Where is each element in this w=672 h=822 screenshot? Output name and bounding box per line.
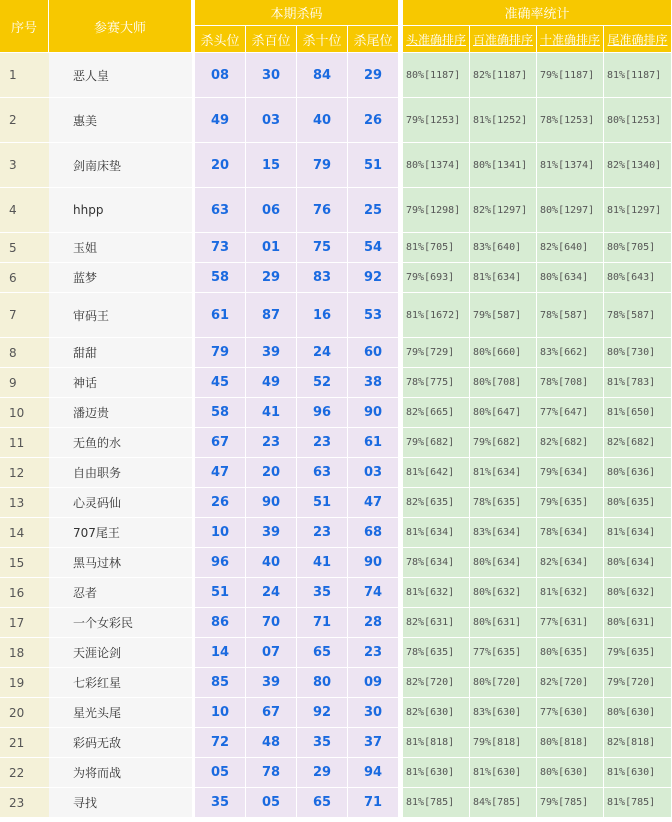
acc-tail-value: 80%[635] — [604, 488, 672, 518]
acc-tail-value: 82%[818] — [604, 728, 672, 758]
acc-head-value: 81%[642] — [403, 458, 470, 488]
kill-tens-number: 41 — [297, 548, 348, 578]
acc-hundreds-value: 77%[635] — [470, 638, 537, 668]
master-name[interactable]: 心灵码仙 — [49, 488, 192, 518]
acc-tens-value: 80%[1297] — [537, 188, 604, 233]
kill-tail-number: 68 — [348, 518, 399, 548]
acc-tail-value: 82%[682] — [604, 428, 672, 458]
row-index: 16 — [0, 578, 49, 608]
kill-tail-number: 30 — [348, 698, 399, 728]
table-row — [0, 698, 672, 728]
kill-hundreds-number: 06 — [246, 188, 297, 233]
kill-hundreds-number: 29 — [246, 263, 297, 293]
acc-head-value: 82%[635] — [403, 488, 470, 518]
kill-tens-number: 84 — [297, 53, 348, 98]
master-name[interactable]: 为将而战 — [49, 758, 192, 788]
kill-tens-number: 63 — [297, 458, 348, 488]
master-name[interactable]: 一个女彩民 — [49, 608, 192, 638]
master-name[interactable]: 蓝梦 — [49, 263, 192, 293]
acc-hundreds-value: 80%[720] — [470, 668, 537, 698]
master-name[interactable]: 无鱼的水 — [49, 428, 192, 458]
master-name[interactable]: 七彩红星 — [49, 668, 192, 698]
acc-tail-value: 80%[634] — [604, 548, 672, 578]
acc-tail-value: 80%[630] — [604, 698, 672, 728]
acc-tens-value: 82%[682] — [537, 428, 604, 458]
master-name[interactable]: 神话 — [49, 368, 192, 398]
kill-tail-number: 92 — [348, 263, 399, 293]
master-name[interactable]: 忍者 — [49, 578, 192, 608]
header-row-group — [0, 0, 672, 26]
table-row — [0, 263, 672, 293]
row-index: 17 — [0, 608, 49, 638]
kill-tens-number: 52 — [297, 368, 348, 398]
master-name[interactable]: 剑南床垫 — [49, 143, 192, 188]
acc-hundreds-value: 78%[635] — [470, 488, 537, 518]
acc-tail-value: 81%[1187] — [604, 53, 672, 98]
kill-hundreds-number: 48 — [246, 728, 297, 758]
acc-head-value: 79%[729] — [403, 338, 470, 368]
acc-hundreds-value: 80%[660] — [470, 338, 537, 368]
kill-tail-number: 37 — [348, 728, 399, 758]
kill-hundreds-number: 15 — [246, 143, 297, 188]
kill-head-number: 35 — [195, 788, 246, 818]
acc-tens-value: 82%[634] — [537, 548, 604, 578]
row-index: 6 — [0, 263, 49, 293]
kill-tens-number: 35 — [297, 728, 348, 758]
table-row — [0, 293, 672, 338]
kill-hundreds-number: 23 — [246, 428, 297, 458]
acc-head-value: 78%[635] — [403, 638, 470, 668]
kill-head-number: 58 — [195, 263, 246, 293]
row-index: 11 — [0, 428, 49, 458]
acc-head-value: 82%[720] — [403, 668, 470, 698]
kill-tens-number: 24 — [297, 338, 348, 368]
acc-tail-value: 80%[632] — [604, 578, 672, 608]
table-row — [0, 488, 672, 518]
row-index: 5 — [0, 233, 49, 263]
row-index: 20 — [0, 698, 49, 728]
kill-head-number: 47 — [195, 458, 246, 488]
kill-tail-number: 54 — [348, 233, 399, 263]
col-header-acc-tens-sort[interactable]: 十准确排序 — [537, 26, 604, 53]
row-index: 10 — [0, 398, 49, 428]
kill-head-number: 86 — [195, 608, 246, 638]
kill-hundreds-number: 67 — [246, 698, 297, 728]
kill-tens-number: 65 — [297, 638, 348, 668]
group-header-kill: 本期杀码 — [195, 0, 399, 26]
acc-tail-value: 81%[783] — [604, 368, 672, 398]
kill-head-number: 85 — [195, 668, 246, 698]
kill-hundreds-number: 03 — [246, 98, 297, 143]
table-row — [0, 788, 672, 818]
acc-hundreds-value: 84%[785] — [470, 788, 537, 818]
master-name[interactable]: 寻找 — [49, 788, 192, 818]
kill-tens-number: 16 — [297, 293, 348, 338]
kill-head-number: 05 — [195, 758, 246, 788]
acc-hundreds-value: 80%[632] — [470, 578, 537, 608]
kill-tens-number: 79 — [297, 143, 348, 188]
master-name[interactable]: 707尾王 — [49, 518, 192, 548]
kill-head-number: 58 — [195, 398, 246, 428]
table-row — [0, 518, 672, 548]
table-row — [0, 143, 672, 188]
kill-head-number: 63 — [195, 188, 246, 233]
table-row — [0, 428, 672, 458]
acc-hundreds-value: 81%[630] — [470, 758, 537, 788]
acc-head-value: 80%[1374] — [403, 143, 470, 188]
kill-head-number: 79 — [195, 338, 246, 368]
kill-tail-number: 94 — [348, 758, 399, 788]
kill-tens-number: 40 — [297, 98, 348, 143]
acc-tens-value: 83%[662] — [537, 338, 604, 368]
kill-tail-number: 23 — [348, 638, 399, 668]
acc-tens-value: 78%[634] — [537, 518, 604, 548]
acc-tens-value: 77%[631] — [537, 608, 604, 638]
acc-tail-value: 78%[587] — [604, 293, 672, 338]
acc-tail-value: 80%[1253] — [604, 98, 672, 143]
master-name[interactable]: 潘迈贵 — [49, 398, 192, 428]
kill-hundreds-number: 39 — [246, 668, 297, 698]
acc-tens-value: 80%[634] — [537, 263, 604, 293]
acc-head-value: 80%[1187] — [403, 53, 470, 98]
acc-tens-value: 79%[634] — [537, 458, 604, 488]
row-index: 8 — [0, 338, 49, 368]
kill-hundreds-number: 39 — [246, 338, 297, 368]
acc-hundreds-value: 79%[587] — [470, 293, 537, 338]
acc-tens-value: 79%[785] — [537, 788, 604, 818]
col-header-kill-tens: 杀十位 — [297, 26, 348, 53]
acc-tens-value: 79%[635] — [537, 488, 604, 518]
acc-tens-value: 82%[640] — [537, 233, 604, 263]
acc-tens-value: 78%[587] — [537, 293, 604, 338]
kill-hundreds-number: 05 — [246, 788, 297, 818]
acc-tail-value: 82%[1340] — [604, 143, 672, 188]
acc-hundreds-value: 82%[1187] — [470, 53, 537, 98]
acc-head-value: 79%[682] — [403, 428, 470, 458]
master-name[interactable]: 恶人皇 — [49, 53, 192, 98]
kill-hundreds-number: 24 — [246, 578, 297, 608]
kill-head-number: 49 — [195, 98, 246, 143]
master-name[interactable]: 自由职务 — [49, 458, 192, 488]
acc-head-value: 78%[634] — [403, 548, 470, 578]
kill-tail-number: 74 — [348, 578, 399, 608]
acc-hundreds-value: 81%[1252] — [470, 98, 537, 143]
kill-hundreds-number: 01 — [246, 233, 297, 263]
acc-head-value: 81%[632] — [403, 578, 470, 608]
col-header-master: 参赛大师 — [49, 0, 192, 53]
kill-hundreds-number: 49 — [246, 368, 297, 398]
acc-head-value: 81%[705] — [403, 233, 470, 263]
row-index: 4 — [0, 188, 49, 233]
kill-head-number: 20 — [195, 143, 246, 188]
acc-tens-value: 77%[630] — [537, 698, 604, 728]
row-index: 23 — [0, 788, 49, 818]
kill-tens-number: 92 — [297, 698, 348, 728]
acc-hundreds-value: 83%[630] — [470, 698, 537, 728]
master-name[interactable]: 玉姐 — [49, 233, 192, 263]
kill-tail-number: 25 — [348, 188, 399, 233]
acc-hundreds-value: 80%[647] — [470, 398, 537, 428]
kill-tens-number: 51 — [297, 488, 348, 518]
acc-tail-value: 80%[730] — [604, 338, 672, 368]
kill-hundreds-number: 40 — [246, 548, 297, 578]
acc-head-value: 82%[665] — [403, 398, 470, 428]
kill-head-number: 08 — [195, 53, 246, 98]
kill-hundreds-number: 87 — [246, 293, 297, 338]
kill-head-number: 73 — [195, 233, 246, 263]
acc-hundreds-value: 80%[631] — [470, 608, 537, 638]
acc-tens-value: 79%[1187] — [537, 53, 604, 98]
acc-tail-value: 81%[785] — [604, 788, 672, 818]
acc-tens-value: 80%[635] — [537, 638, 604, 668]
table-row — [0, 668, 672, 698]
acc-tail-value: 81%[650] — [604, 398, 672, 428]
acc-tens-value: 80%[818] — [537, 728, 604, 758]
master-name[interactable]: hhpp — [49, 188, 192, 233]
col-header-kill-head: 杀头位 — [195, 26, 246, 53]
kill-tail-number: 90 — [348, 398, 399, 428]
kill-tail-number: 53 — [348, 293, 399, 338]
acc-tens-value: 81%[1374] — [537, 143, 604, 188]
kill-head-number: 14 — [195, 638, 246, 668]
acc-hundreds-value: 80%[1341] — [470, 143, 537, 188]
master-name[interactable]: 星光头尾 — [49, 698, 192, 728]
table-row — [0, 368, 672, 398]
master-name[interactable]: 黑马过林 — [49, 548, 192, 578]
acc-hundreds-value: 81%[634] — [470, 263, 537, 293]
kill-tail-number: 47 — [348, 488, 399, 518]
kill-tail-number: 60 — [348, 338, 399, 368]
kill-head-number: 51 — [195, 578, 246, 608]
kill-tens-number: 80 — [297, 668, 348, 698]
master-name[interactable]: 审码王 — [49, 293, 192, 338]
acc-tens-value: 82%[720] — [537, 668, 604, 698]
acc-head-value: 82%[630] — [403, 698, 470, 728]
table-row — [0, 98, 672, 143]
row-index: 18 — [0, 638, 49, 668]
kill-tens-number: 76 — [297, 188, 348, 233]
kill-tail-number: 61 — [348, 428, 399, 458]
kill-tail-number: 90 — [348, 548, 399, 578]
table-row — [0, 578, 672, 608]
table-row — [0, 458, 672, 488]
acc-head-value: 81%[1672] — [403, 293, 470, 338]
kill-head-number: 72 — [195, 728, 246, 758]
acc-head-value: 78%[775] — [403, 368, 470, 398]
table-body — [0, 53, 672, 818]
acc-hundreds-value: 79%[818] — [470, 728, 537, 758]
kill-tens-number: 83 — [297, 263, 348, 293]
kill-head-number: 61 — [195, 293, 246, 338]
kill-head-number: 26 — [195, 488, 246, 518]
acc-tail-value: 79%[720] — [604, 668, 672, 698]
table-row — [0, 638, 672, 668]
table-row — [0, 188, 672, 233]
row-index: 15 — [0, 548, 49, 578]
table-row — [0, 548, 672, 578]
kill-head-number: 10 — [195, 518, 246, 548]
col-header-acc-hundreds-sort[interactable]: 百准确排序 — [470, 26, 537, 53]
acc-tail-value: 80%[705] — [604, 233, 672, 263]
acc-tail-value: 81%[1297] — [604, 188, 672, 233]
col-header-acc-head-sort[interactable]: 头准确排序 — [403, 26, 470, 53]
table-row — [0, 758, 672, 788]
acc-tail-value: 81%[630] — [604, 758, 672, 788]
acc-tens-value: 81%[632] — [537, 578, 604, 608]
row-index: 3 — [0, 143, 49, 188]
kill-hundreds-number: 90 — [246, 488, 297, 518]
col-header-kill-hundreds: 杀百位 — [246, 26, 297, 53]
kill-tail-number: 28 — [348, 608, 399, 638]
row-index: 1 — [0, 53, 49, 98]
acc-head-value: 82%[631] — [403, 608, 470, 638]
acc-head-value: 79%[1298] — [403, 188, 470, 233]
acc-hundreds-value: 83%[640] — [470, 233, 537, 263]
row-index: 22 — [0, 758, 49, 788]
table-row — [0, 728, 672, 758]
table-row — [0, 398, 672, 428]
col-header-kill-tail: 杀尾位 — [348, 26, 399, 53]
kill-hundreds-number: 39 — [246, 518, 297, 548]
acc-head-value: 81%[818] — [403, 728, 470, 758]
acc-tens-value: 78%[1253] — [537, 98, 604, 143]
table-row — [0, 608, 672, 638]
acc-head-value: 79%[1253] — [403, 98, 470, 143]
row-index: 14 — [0, 518, 49, 548]
col-header-index: 序号 — [0, 0, 49, 53]
kill-tens-number: 29 — [297, 758, 348, 788]
acc-tail-value: 80%[636] — [604, 458, 672, 488]
table-row — [0, 53, 672, 98]
kill-hundreds-number: 30 — [246, 53, 297, 98]
group-header-accuracy: 准确率统计 — [403, 0, 672, 26]
kill-tail-number: 03 — [348, 458, 399, 488]
master-name[interactable]: 甜甜 — [49, 338, 192, 368]
kill-tail-number: 38 — [348, 368, 399, 398]
master-name[interactable]: 天涯论剑 — [49, 638, 192, 668]
kill-tens-number: 35 — [297, 578, 348, 608]
kill-tail-number: 26 — [348, 98, 399, 143]
kill-tens-number: 71 — [297, 608, 348, 638]
row-index: 9 — [0, 368, 49, 398]
master-name[interactable]: 惠美 — [49, 98, 192, 143]
acc-hundreds-value: 79%[682] — [470, 428, 537, 458]
kill-hundreds-number: 78 — [246, 758, 297, 788]
table-row — [0, 338, 672, 368]
acc-hundreds-value: 81%[634] — [470, 458, 537, 488]
table-row — [0, 233, 672, 263]
master-name[interactable]: 彩码无敌 — [49, 728, 192, 758]
acc-tail-value: 79%[635] — [604, 638, 672, 668]
row-index: 7 — [0, 293, 49, 338]
kill-hundreds-number: 07 — [246, 638, 297, 668]
kill-head-number: 67 — [195, 428, 246, 458]
acc-tens-value: 77%[647] — [537, 398, 604, 428]
kill-tens-number: 23 — [297, 428, 348, 458]
kill-tail-number: 51 — [348, 143, 399, 188]
col-header-acc-tail-sort[interactable]: 尾准确排序 — [604, 26, 672, 53]
kill-tens-number: 65 — [297, 788, 348, 818]
row-index: 12 — [0, 458, 49, 488]
acc-head-value: 81%[630] — [403, 758, 470, 788]
kill-head-number: 45 — [195, 368, 246, 398]
kill-head-number: 10 — [195, 698, 246, 728]
acc-head-value: 81%[634] — [403, 518, 470, 548]
kill-hundreds-number: 41 — [246, 398, 297, 428]
kill-hundreds-number: 70 — [246, 608, 297, 638]
kill-head-number: 96 — [195, 548, 246, 578]
kill-tens-number: 96 — [297, 398, 348, 428]
row-index: 21 — [0, 728, 49, 758]
kill-tail-number: 29 — [348, 53, 399, 98]
acc-tail-value: 81%[634] — [604, 518, 672, 548]
acc-hundreds-value: 80%[634] — [470, 548, 537, 578]
kill-tail-number: 71 — [348, 788, 399, 818]
kill-hundreds-number: 20 — [246, 458, 297, 488]
kill-tens-number: 75 — [297, 233, 348, 263]
acc-tens-value: 78%[708] — [537, 368, 604, 398]
acc-hundreds-value: 80%[708] — [470, 368, 537, 398]
acc-tens-value: 80%[630] — [537, 758, 604, 788]
acc-head-value: 79%[693] — [403, 263, 470, 293]
row-index: 2 — [0, 98, 49, 143]
acc-head-value: 81%[785] — [403, 788, 470, 818]
kill-tens-number: 23 — [297, 518, 348, 548]
row-index: 13 — [0, 488, 49, 518]
row-index: 19 — [0, 668, 49, 698]
kill-tail-number: 09 — [348, 668, 399, 698]
acc-hundreds-value: 82%[1297] — [470, 188, 537, 233]
acc-hundreds-value: 83%[634] — [470, 518, 537, 548]
acc-tail-value: 80%[631] — [604, 608, 672, 638]
acc-tail-value: 80%[643] — [604, 263, 672, 293]
